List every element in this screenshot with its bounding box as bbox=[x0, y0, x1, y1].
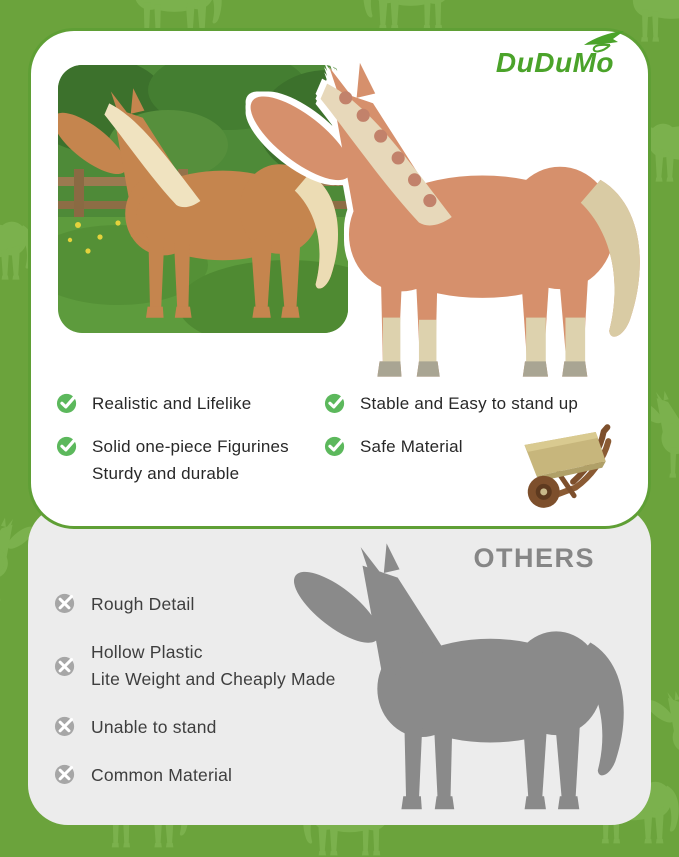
x-circle-icon bbox=[54, 762, 77, 785]
check-circle-icon bbox=[324, 391, 347, 414]
pro-label: Stable and Easy to stand up bbox=[360, 394, 579, 413]
x-circle-icon bbox=[54, 591, 77, 614]
product-card bbox=[28, 28, 651, 529]
con-label: Hollow Plastic Lite Weight and Cheaply Made bbox=[91, 642, 336, 689]
con-label: Unable to stand bbox=[91, 716, 217, 737]
pro-label: Safe Material bbox=[360, 437, 463, 457]
others-title: OTHERS bbox=[473, 543, 595, 573]
pattern-horse-icon bbox=[360, 0, 485, 31]
con-label: Common Material bbox=[91, 765, 233, 785]
check-circle-icon bbox=[56, 434, 79, 457]
pro-item bbox=[56, 434, 324, 487]
x-circle-icon bbox=[54, 714, 77, 737]
check-circle-icon bbox=[324, 434, 347, 457]
con-item bbox=[54, 639, 336, 692]
pro-label: Realistic and Lifelike bbox=[92, 394, 252, 413]
pro-item bbox=[324, 391, 636, 417]
brand-logo-text: DuDuMo bbox=[495, 47, 614, 78]
check-circle-icon bbox=[56, 391, 79, 414]
brand-logo bbox=[496, 47, 614, 79]
con-label: Rough Detail bbox=[91, 594, 195, 614]
swoosh-icon bbox=[580, 29, 628, 59]
x-circle-icon bbox=[54, 654, 77, 677]
con-item bbox=[54, 762, 336, 788]
pro-label: Solid one-piece Figurines Sturdy and durable bbox=[92, 437, 289, 483]
others-card bbox=[28, 505, 651, 825]
cons-list bbox=[54, 591, 336, 788]
con-item bbox=[54, 591, 336, 617]
pro-item bbox=[56, 391, 324, 417]
con-item bbox=[54, 714, 336, 740]
wheelbarrow-figurine-image bbox=[514, 420, 624, 512]
horse-figurine-image bbox=[227, 53, 659, 381]
